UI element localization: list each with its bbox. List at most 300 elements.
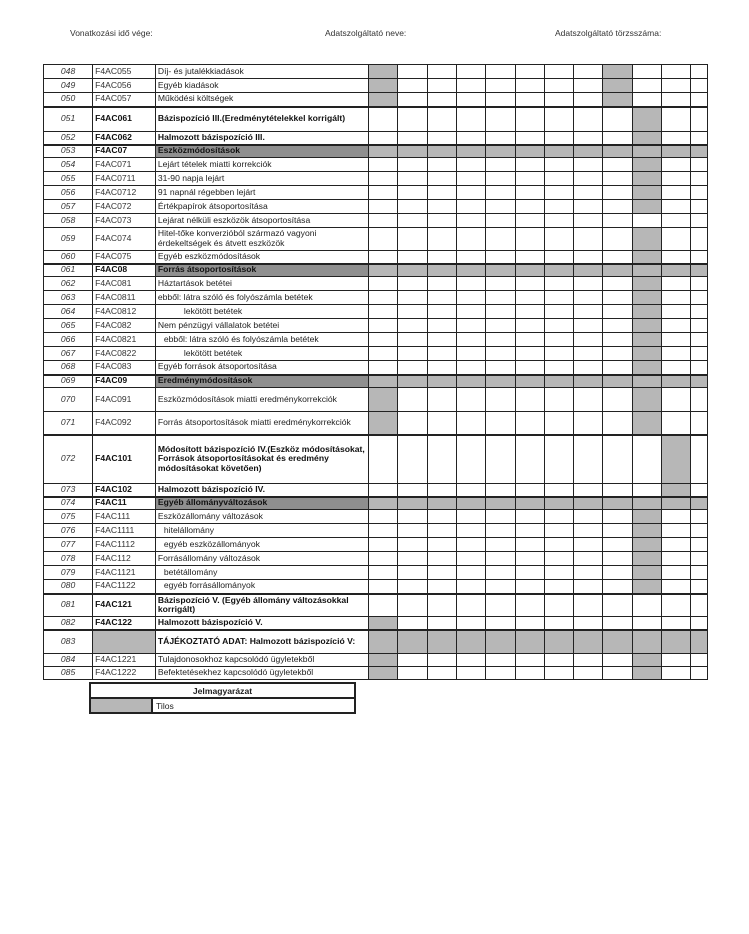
value-cell[interactable]: [427, 580, 456, 594]
value-cell[interactable]: [486, 291, 515, 305]
value-cell[interactable]: [456, 132, 485, 145]
value-cell[interactable]: [603, 654, 632, 667]
value-cell[interactable]: [574, 412, 603, 435]
value-cell[interactable]: [661, 79, 690, 93]
value-cell[interactable]: [574, 65, 603, 79]
value-cell[interactable]: [661, 200, 690, 214]
value-cell[interactable]: [691, 65, 708, 79]
value-cell[interactable]: [398, 510, 427, 524]
value-cell[interactable]: [691, 228, 708, 251]
value-cell[interactable]: [603, 214, 632, 228]
value-cell[interactable]: [603, 200, 632, 214]
value-cell[interactable]: [456, 305, 485, 319]
value-cell[interactable]: [544, 484, 573, 497]
value-cell[interactable]: [603, 305, 632, 319]
value-cell[interactable]: [486, 200, 515, 214]
value-cell[interactable]: [574, 79, 603, 93]
value-cell[interactable]: [427, 305, 456, 319]
value-cell[interactable]: [515, 388, 544, 412]
value-cell[interactable]: [398, 435, 427, 484]
value-cell[interactable]: [369, 435, 398, 484]
value-cell[interactable]: [574, 93, 603, 107]
value-cell[interactable]: [486, 566, 515, 580]
value-cell[interactable]: [515, 251, 544, 264]
value-cell[interactable]: [486, 594, 515, 617]
value-cell[interactable]: [515, 552, 544, 566]
value-cell[interactable]: [544, 566, 573, 580]
value-cell[interactable]: [427, 251, 456, 264]
value-cell[interactable]: [544, 667, 573, 680]
value-cell[interactable]: [427, 654, 456, 667]
value-cell[interactable]: [515, 158, 544, 172]
value-cell[interactable]: [691, 388, 708, 412]
value-cell[interactable]: [544, 65, 573, 79]
value-cell[interactable]: [661, 538, 690, 552]
value-cell[interactable]: [369, 361, 398, 375]
value-cell[interactable]: [398, 107, 427, 132]
value-cell[interactable]: [544, 291, 573, 305]
value-cell[interactable]: [691, 594, 708, 617]
value-cell[interactable]: [661, 552, 690, 566]
value-cell[interactable]: [603, 388, 632, 412]
value-cell[interactable]: [515, 79, 544, 93]
value-cell[interactable]: [661, 580, 690, 594]
value-cell[interactable]: [515, 277, 544, 291]
value-cell[interactable]: [515, 333, 544, 347]
value-cell[interactable]: [398, 654, 427, 667]
value-cell[interactable]: [661, 305, 690, 319]
value-cell[interactable]: [691, 347, 708, 361]
value-cell[interactable]: [544, 388, 573, 412]
value-cell[interactable]: [456, 654, 485, 667]
value-cell[interactable]: [456, 251, 485, 264]
value-cell[interactable]: [398, 319, 427, 333]
value-cell[interactable]: [603, 186, 632, 200]
value-cell[interactable]: [691, 291, 708, 305]
value-cell[interactable]: [427, 484, 456, 497]
value-cell[interactable]: [486, 158, 515, 172]
value-cell[interactable]: [661, 654, 690, 667]
value-cell[interactable]: [486, 107, 515, 132]
value-cell[interactable]: [632, 93, 661, 107]
value-cell[interactable]: [574, 566, 603, 580]
value-cell[interactable]: [456, 484, 485, 497]
value-cell[interactable]: [661, 65, 690, 79]
value-cell[interactable]: [603, 333, 632, 347]
value-cell[interactable]: [398, 251, 427, 264]
value-cell[interactable]: [369, 305, 398, 319]
value-cell[interactable]: [486, 277, 515, 291]
value-cell[interactable]: [574, 200, 603, 214]
value-cell[interactable]: [691, 172, 708, 186]
value-cell[interactable]: [456, 277, 485, 291]
value-cell[interactable]: [398, 93, 427, 107]
value-cell[interactable]: [369, 228, 398, 251]
value-cell[interactable]: [544, 79, 573, 93]
value-cell[interactable]: [456, 566, 485, 580]
value-cell[interactable]: [544, 412, 573, 435]
value-cell[interactable]: [574, 347, 603, 361]
value-cell[interactable]: [691, 538, 708, 552]
value-cell[interactable]: [427, 107, 456, 132]
value-cell[interactable]: [544, 93, 573, 107]
value-cell[interactable]: [574, 107, 603, 132]
value-cell[interactable]: [603, 291, 632, 305]
value-cell[interactable]: [691, 510, 708, 524]
value-cell[interactable]: [515, 594, 544, 617]
value-cell[interactable]: [661, 347, 690, 361]
value-cell[interactable]: [486, 228, 515, 251]
value-cell[interactable]: [398, 186, 427, 200]
value-cell[interactable]: [398, 79, 427, 93]
value-cell[interactable]: [398, 347, 427, 361]
value-cell[interactable]: [544, 277, 573, 291]
value-cell[interactable]: [456, 291, 485, 305]
value-cell[interactable]: [456, 552, 485, 566]
value-cell[interactable]: [398, 361, 427, 375]
value-cell[interactable]: [691, 93, 708, 107]
value-cell[interactable]: [632, 65, 661, 79]
value-cell[interactable]: [544, 347, 573, 361]
value-cell[interactable]: [456, 388, 485, 412]
value-cell[interactable]: [369, 347, 398, 361]
value-cell[interactable]: [632, 484, 661, 497]
value-cell[interactable]: [369, 538, 398, 552]
value-cell[interactable]: [603, 667, 632, 680]
value-cell[interactable]: [661, 388, 690, 412]
value-cell[interactable]: [369, 524, 398, 538]
value-cell[interactable]: [691, 524, 708, 538]
value-cell[interactable]: [661, 361, 690, 375]
value-cell[interactable]: [398, 333, 427, 347]
value-cell[interactable]: [456, 158, 485, 172]
value-cell[interactable]: [515, 412, 544, 435]
value-cell[interactable]: [427, 510, 456, 524]
value-cell[interactable]: [427, 361, 456, 375]
value-cell[interactable]: [661, 251, 690, 264]
value-cell[interactable]: [603, 158, 632, 172]
value-cell[interactable]: [369, 251, 398, 264]
value-cell[interactable]: [574, 251, 603, 264]
value-cell[interactable]: [632, 79, 661, 93]
value-cell[interactable]: [661, 594, 690, 617]
value-cell[interactable]: [661, 132, 690, 145]
value-cell[interactable]: [515, 617, 544, 630]
value-cell[interactable]: [456, 107, 485, 132]
value-cell[interactable]: [515, 305, 544, 319]
value-cell[interactable]: [691, 158, 708, 172]
value-cell[interactable]: [486, 388, 515, 412]
value-cell[interactable]: [369, 510, 398, 524]
value-cell[interactable]: [574, 667, 603, 680]
value-cell[interactable]: [515, 132, 544, 145]
value-cell[interactable]: [398, 580, 427, 594]
value-cell[interactable]: [515, 667, 544, 680]
value-cell[interactable]: [574, 214, 603, 228]
value-cell[interactable]: [603, 580, 632, 594]
value-cell[interactable]: [398, 524, 427, 538]
value-cell[interactable]: [427, 228, 456, 251]
value-cell[interactable]: [544, 186, 573, 200]
value-cell[interactable]: [398, 214, 427, 228]
value-cell[interactable]: [398, 388, 427, 412]
value-cell[interactable]: [603, 319, 632, 333]
value-cell[interactable]: [427, 347, 456, 361]
value-cell[interactable]: [574, 435, 603, 484]
value-cell[interactable]: [691, 319, 708, 333]
value-cell[interactable]: [661, 617, 690, 630]
value-cell[interactable]: [486, 617, 515, 630]
value-cell[interactable]: [515, 566, 544, 580]
value-cell[interactable]: [574, 654, 603, 667]
value-cell[interactable]: [691, 484, 708, 497]
value-cell[interactable]: [398, 484, 427, 497]
value-cell[interactable]: [574, 580, 603, 594]
value-cell[interactable]: [515, 538, 544, 552]
value-cell[interactable]: [574, 510, 603, 524]
value-cell[interactable]: [603, 566, 632, 580]
value-cell[interactable]: [486, 524, 515, 538]
value-cell[interactable]: [544, 251, 573, 264]
value-cell[interactable]: [603, 552, 632, 566]
value-cell[interactable]: [486, 361, 515, 375]
value-cell[interactable]: [486, 305, 515, 319]
value-cell[interactable]: [398, 566, 427, 580]
value-cell[interactable]: [456, 333, 485, 347]
value-cell[interactable]: [661, 333, 690, 347]
value-cell[interactable]: [603, 538, 632, 552]
value-cell[interactable]: [603, 347, 632, 361]
value-cell[interactable]: [544, 435, 573, 484]
value-cell[interactable]: [544, 107, 573, 132]
value-cell[interactable]: [427, 538, 456, 552]
value-cell[interactable]: [398, 412, 427, 435]
value-cell[interactable]: [427, 277, 456, 291]
value-cell[interactable]: [515, 347, 544, 361]
value-cell[interactable]: [369, 319, 398, 333]
value-cell[interactable]: [486, 319, 515, 333]
value-cell[interactable]: [691, 667, 708, 680]
value-cell[interactable]: [427, 158, 456, 172]
value-cell[interactable]: [486, 552, 515, 566]
value-cell[interactable]: [544, 333, 573, 347]
value-cell[interactable]: [691, 412, 708, 435]
value-cell[interactable]: [632, 214, 661, 228]
value-cell[interactable]: [486, 333, 515, 347]
value-cell[interactable]: [691, 79, 708, 93]
value-cell[interactable]: [574, 291, 603, 305]
value-cell[interactable]: [691, 566, 708, 580]
value-cell[interactable]: [603, 251, 632, 264]
value-cell[interactable]: [427, 435, 456, 484]
value-cell[interactable]: [691, 617, 708, 630]
value-cell[interactable]: [691, 277, 708, 291]
value-cell[interactable]: [574, 277, 603, 291]
value-cell[interactable]: [398, 538, 427, 552]
value-cell[interactable]: [603, 510, 632, 524]
value-cell[interactable]: [456, 580, 485, 594]
value-cell[interactable]: [691, 333, 708, 347]
value-cell[interactable]: [369, 186, 398, 200]
value-cell[interactable]: [661, 172, 690, 186]
value-cell[interactable]: [486, 654, 515, 667]
value-cell[interactable]: [486, 484, 515, 497]
value-cell[interactable]: [603, 277, 632, 291]
value-cell[interactable]: [398, 172, 427, 186]
value-cell[interactable]: [661, 291, 690, 305]
value-cell[interactable]: [691, 654, 708, 667]
value-cell[interactable]: [456, 319, 485, 333]
value-cell[interactable]: [661, 93, 690, 107]
value-cell[interactable]: [544, 580, 573, 594]
value-cell[interactable]: [661, 107, 690, 132]
value-cell[interactable]: [544, 524, 573, 538]
value-cell[interactable]: [427, 333, 456, 347]
value-cell[interactable]: [574, 617, 603, 630]
value-cell[interactable]: [398, 132, 427, 145]
value-cell[interactable]: [456, 214, 485, 228]
value-cell[interactable]: [632, 617, 661, 630]
value-cell[interactable]: [691, 251, 708, 264]
value-cell[interactable]: [456, 538, 485, 552]
value-cell[interactable]: [515, 580, 544, 594]
value-cell[interactable]: [574, 158, 603, 172]
value-cell[interactable]: [603, 361, 632, 375]
value-cell[interactable]: [486, 347, 515, 361]
value-cell[interactable]: [486, 538, 515, 552]
value-cell[interactable]: [369, 552, 398, 566]
value-cell[interactable]: [515, 484, 544, 497]
value-cell[interactable]: [544, 132, 573, 145]
value-cell[interactable]: [661, 566, 690, 580]
value-cell[interactable]: [661, 524, 690, 538]
value-cell[interactable]: [603, 172, 632, 186]
value-cell[interactable]: [427, 594, 456, 617]
value-cell[interactable]: [515, 93, 544, 107]
value-cell[interactable]: [544, 510, 573, 524]
value-cell[interactable]: [544, 654, 573, 667]
value-cell[interactable]: [369, 172, 398, 186]
value-cell[interactable]: [486, 186, 515, 200]
value-cell[interactable]: [544, 228, 573, 251]
value-cell[interactable]: [456, 435, 485, 484]
value-cell[interactable]: [427, 79, 456, 93]
value-cell[interactable]: [369, 333, 398, 347]
value-cell[interactable]: [691, 200, 708, 214]
value-cell[interactable]: [398, 594, 427, 617]
value-cell[interactable]: [427, 291, 456, 305]
value-cell[interactable]: [574, 228, 603, 251]
value-cell[interactable]: [398, 200, 427, 214]
value-cell[interactable]: [574, 594, 603, 617]
value-cell[interactable]: [427, 319, 456, 333]
value-cell[interactable]: [574, 132, 603, 145]
value-cell[interactable]: [544, 305, 573, 319]
value-cell[interactable]: [486, 412, 515, 435]
value-cell[interactable]: [574, 552, 603, 566]
value-cell[interactable]: [603, 228, 632, 251]
value-cell[interactable]: [544, 361, 573, 375]
value-cell[interactable]: [427, 186, 456, 200]
value-cell[interactable]: [544, 214, 573, 228]
value-cell[interactable]: [486, 510, 515, 524]
value-cell[interactable]: [427, 566, 456, 580]
value-cell[interactable]: [456, 617, 485, 630]
value-cell[interactable]: [632, 594, 661, 617]
value-cell[interactable]: [603, 435, 632, 484]
value-cell[interactable]: [486, 172, 515, 186]
value-cell[interactable]: [427, 412, 456, 435]
value-cell[interactable]: [456, 79, 485, 93]
value-cell[interactable]: [661, 667, 690, 680]
value-cell[interactable]: [691, 552, 708, 566]
value-cell[interactable]: [515, 654, 544, 667]
value-cell[interactable]: [456, 186, 485, 200]
value-cell[interactable]: [486, 79, 515, 93]
value-cell[interactable]: [456, 65, 485, 79]
value-cell[interactable]: [486, 65, 515, 79]
value-cell[interactable]: [691, 107, 708, 132]
value-cell[interactable]: [661, 214, 690, 228]
value-cell[interactable]: [369, 107, 398, 132]
value-cell[interactable]: [515, 361, 544, 375]
value-cell[interactable]: [574, 538, 603, 552]
value-cell[interactable]: [661, 186, 690, 200]
value-cell[interactable]: [544, 172, 573, 186]
value-cell[interactable]: [369, 214, 398, 228]
value-cell[interactable]: [515, 228, 544, 251]
value-cell[interactable]: [398, 617, 427, 630]
value-cell[interactable]: [369, 200, 398, 214]
value-cell[interactable]: [603, 132, 632, 145]
value-cell[interactable]: [603, 524, 632, 538]
value-cell[interactable]: [574, 172, 603, 186]
value-cell[interactable]: [544, 552, 573, 566]
value-cell[interactable]: [574, 484, 603, 497]
value-cell[interactable]: [544, 594, 573, 617]
value-cell[interactable]: [398, 158, 427, 172]
value-cell[interactable]: [427, 172, 456, 186]
value-cell[interactable]: [427, 65, 456, 79]
value-cell[interactable]: [661, 319, 690, 333]
value-cell[interactable]: [369, 277, 398, 291]
value-cell[interactable]: [398, 291, 427, 305]
value-cell[interactable]: [544, 538, 573, 552]
value-cell[interactable]: [603, 484, 632, 497]
value-cell[interactable]: [456, 412, 485, 435]
value-cell[interactable]: [427, 214, 456, 228]
value-cell[interactable]: [398, 305, 427, 319]
value-cell[interactable]: [427, 93, 456, 107]
value-cell[interactable]: [574, 186, 603, 200]
value-cell[interactable]: [574, 333, 603, 347]
value-cell[interactable]: [398, 552, 427, 566]
value-cell[interactable]: [661, 277, 690, 291]
value-cell[interactable]: [486, 93, 515, 107]
value-cell[interactable]: [456, 200, 485, 214]
value-cell[interactable]: [456, 667, 485, 680]
value-cell[interactable]: [574, 524, 603, 538]
value-cell[interactable]: [456, 524, 485, 538]
value-cell[interactable]: [369, 566, 398, 580]
value-cell[interactable]: [427, 200, 456, 214]
value-cell[interactable]: [427, 667, 456, 680]
value-cell[interactable]: [544, 319, 573, 333]
value-cell[interactable]: [603, 107, 632, 132]
value-cell[interactable]: [574, 388, 603, 412]
value-cell[interactable]: [456, 228, 485, 251]
value-cell[interactable]: [574, 305, 603, 319]
